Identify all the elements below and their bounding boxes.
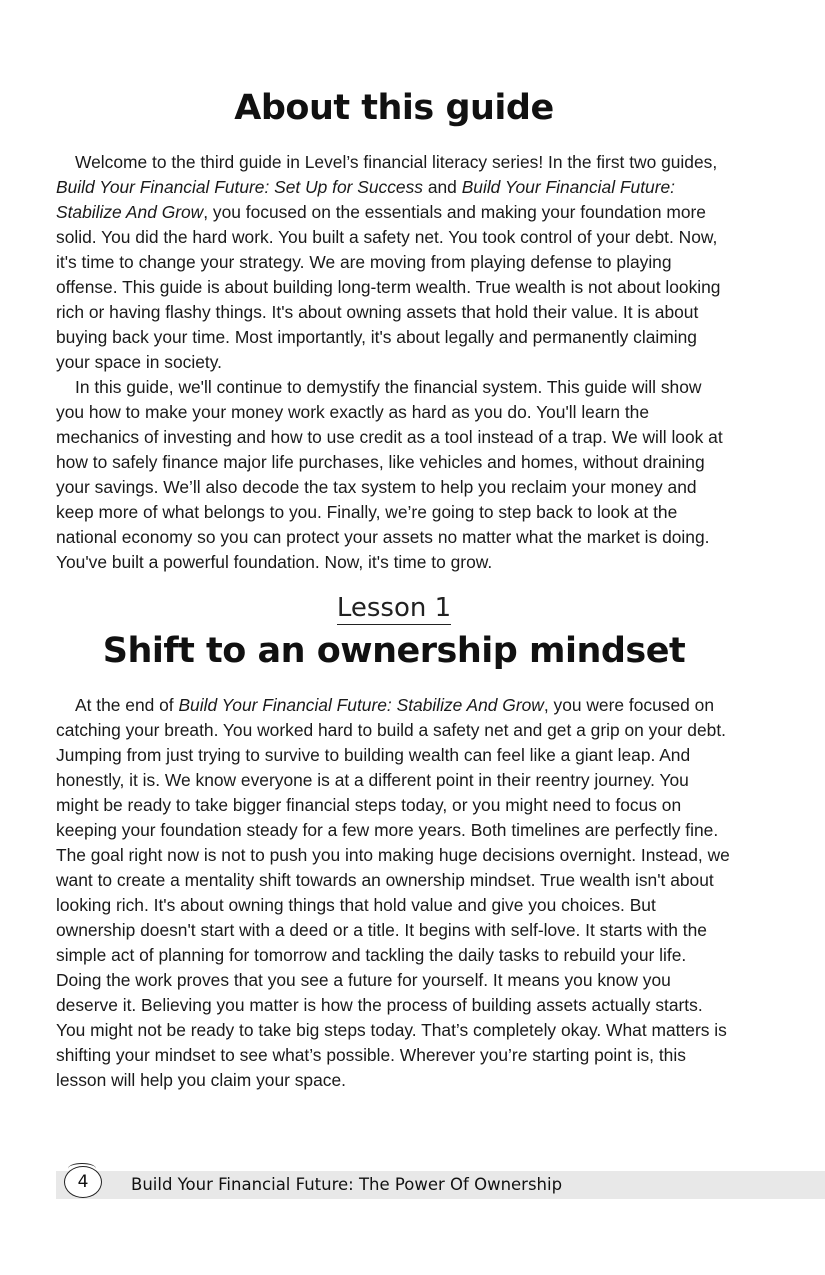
about-paragraph-1 <box>56 150 732 375</box>
lesson-paragraph-1 <box>56 693 732 1093</box>
page-number: 4 <box>64 1166 102 1198</box>
about-title: About this guide <box>234 88 554 128</box>
book-title-italic: Build Your Financial Future: Stabilize And Grow <box>56 177 676 222</box>
book-title-italic: Build Your Financial Future: Set Up for Success <box>56 177 423 197</box>
text-segment: At the end of <box>75 695 179 715</box>
lesson-label-text: Lesson 1 <box>336 593 452 623</box>
text-segment: Welcome to the third guide in Level’s financial literacy series! In the first two guides, <box>75 152 718 172</box>
footer-book-title: Build Your Financial Future: The Power Of Ownership <box>131 1175 563 1194</box>
lesson-label <box>56 593 732 623</box>
book-title-italic: Build Your Financial Future: Stabilize And Grow <box>178 695 544 715</box>
page-content <box>56 88 732 1093</box>
about-paragraph-2: In this guide, we'll continue to demystify the financial system. This guide will show you how to make your money work exactly as hard as you do. You'll learn the mechanics of investing and how to use credit as a tool instead of a trap. We will look at how to safely finance major life purchases, like vehicles and homes, without draining your savings. We’ll also decode the tax system to help you reclaim your money and keep more of what belongs to you. Finally, we’re going to step back to look at the national economy so you can protect your assets no matter what the market is doing. You've built a powerful foundation. Now, it's time to grow. <box>56 377 723 572</box>
text-segment: and <box>423 177 462 197</box>
lesson-title: Shift to an ownership mindset <box>102 631 686 671</box>
text-segment: , you focused on the essentials and making your foundation more solid. You did the hard work. You built a safety net. You took control of your debt. Now, it's time to change your strategy. We are moving from playing defense to playing offense. This guide is about building long-term wealth. True wealth is not about looking rich or having flashy things. It's about owning assets that hold their value. It is about buying back your time. Most importantly, it's about legally and permanently claiming your space in society. <box>56 202 721 372</box>
text-segment: , you were focused on catching your breath. You worked hard to build a safety net and get a grip on your debt. Jumping from just trying to survive to building wealth can feel like a giant leap. And honestly, it is. We know everyone is at a different point in their reentry journey. You might be ready to take bigger financial steps today, or you might need to focus on keeping your foundation steady for a few more years. Both timelines are perfectly fine. The goal right now is not to push you into making huge decisions overnight. Instead, we want to create a mentality shift towards an ownership mindset. True wealth isn't about looking rich. It's about owning things that hold value and give you choices. But ownership doesn't start with a deed or a title. It begins with self-love. It starts with the simple act of planning for tomorrow and tackling the daily tasks to rebuild your life. Doing the work proves that you see a future for yourself. It means you know you deserve it. Believing you matter is how the process of building assets actually starts. You might not be ready to take big steps today. That’s completely okay. What matters is shifting your mindset to see what’s possible. Wherever you’re starting point is, this lesson will help you claim your space. <box>56 695 730 1090</box>
